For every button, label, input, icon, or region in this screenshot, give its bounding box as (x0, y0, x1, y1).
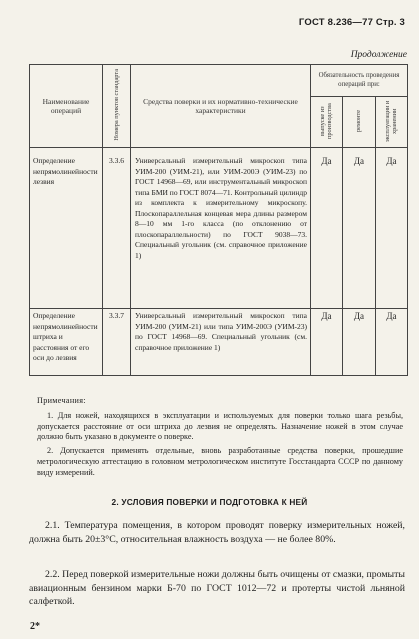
page-mark: 2* (30, 621, 40, 632)
table-row (30, 148, 408, 309)
row-item-number: 3.3.6 (103, 148, 131, 309)
row-value-operation: Да (376, 309, 408, 376)
notes-title: Примечания: (37, 396, 86, 405)
row-value-repair: Да (343, 148, 376, 309)
header-means: Средства поверки и их нормативно-технические характеристики (131, 65, 311, 148)
header-sub-cell (376, 97, 408, 148)
paragraph-2-2 (29, 568, 405, 609)
paragraph-text: 2.1. Температура помещения, в котором проводят поверку измерительных ножей, должна быть 20±3°С, относительная влажность воздуха — не более 80%. (29, 520, 405, 545)
row-means: Универсальный измерительный микроскоп типа УИМ-200 (УИМ-21) или типа УИМ-200Э (УИМ-23) по ГОСТ 14968—69. Специальный угольник (см. справочное приложение 1) (131, 309, 311, 376)
header-operation: Наименование операций (30, 65, 103, 148)
row-value-repair: Да (343, 309, 376, 376)
note-item: 1. Для ножей, находящихся в эксплуатации и используемых для поверки только шага резьбы, допускается расстояние от оси штриха до лезвия не определять. Назначение ножей в этом случае должно быть указано в документе о поверке. (37, 410, 403, 442)
header-sub-operation: эксплуатации и хранении (384, 100, 399, 142)
row-value-production: Да (311, 309, 343, 376)
operations-table (29, 64, 408, 376)
table-row (30, 309, 408, 376)
row-value-production: Да (311, 148, 343, 309)
section-title: 2. УСЛОВИЯ ПОВЕРКИ И ПОДГОТОВКА К НЕЙ (111, 497, 308, 507)
header-sub-repair: ремонте (355, 110, 363, 132)
header-sub-cell (343, 97, 376, 148)
row-value-operation: Да (376, 148, 408, 309)
note-item: 2. Допускается применять отдельные, вновь разработанные средства поверки, прошедшие метрологическую аттестацию в головном метрологическом институте Госстандарта СССР по данному виду измерений. (37, 446, 403, 477)
row-means: Универсальный измерительный микроскоп типа УИМ-200 (УИМ-21), или УИМ-200Э (УИМ-23) по ГОСТ 14968—69, или инструментальный микроскоп типа БМИ по ГОСТ 8074—71. Контрольный цилиндр из комплекта к измерительному микроскопу. Плоскопараллельная концевая мера длины размером 8—10 мм 1-го класса (по отклонению от плоскопараллельности) по ГОСТ 9038—73. Специальный угольник (см. справочное приложение 1) (131, 148, 311, 309)
notes (37, 396, 403, 479)
row-operation: Определение непрямолинейности штриха и расстояния от его оси до лезвия (30, 309, 103, 376)
header-obligation: Обязательность проведения операций при: (311, 65, 408, 97)
row-item-number: 3.3.7 (103, 309, 131, 376)
header-sub-cell (311, 97, 343, 148)
header-item-numbers: Номера пунктов стандарта (112, 69, 120, 141)
page-header: ГОСТ 8.236—77 Стр. 3 (298, 17, 405, 28)
header-item-numbers-cell (103, 65, 131, 148)
paragraph-2-1 (29, 519, 405, 546)
continuation-label: Продолжение (350, 50, 407, 60)
header-sub-production: выпуске из производства (319, 103, 334, 139)
paragraph-text: 2.2. Перед поверкой измерительные ножи должны быть очищены от смазки, промыты авиационным бензином марки Б-70 по ГОСТ 1012—72 и протерты чистой льняной салфеткой. (29, 569, 405, 608)
row-operation: Определение непрямолинейности лезвия (30, 148, 103, 309)
